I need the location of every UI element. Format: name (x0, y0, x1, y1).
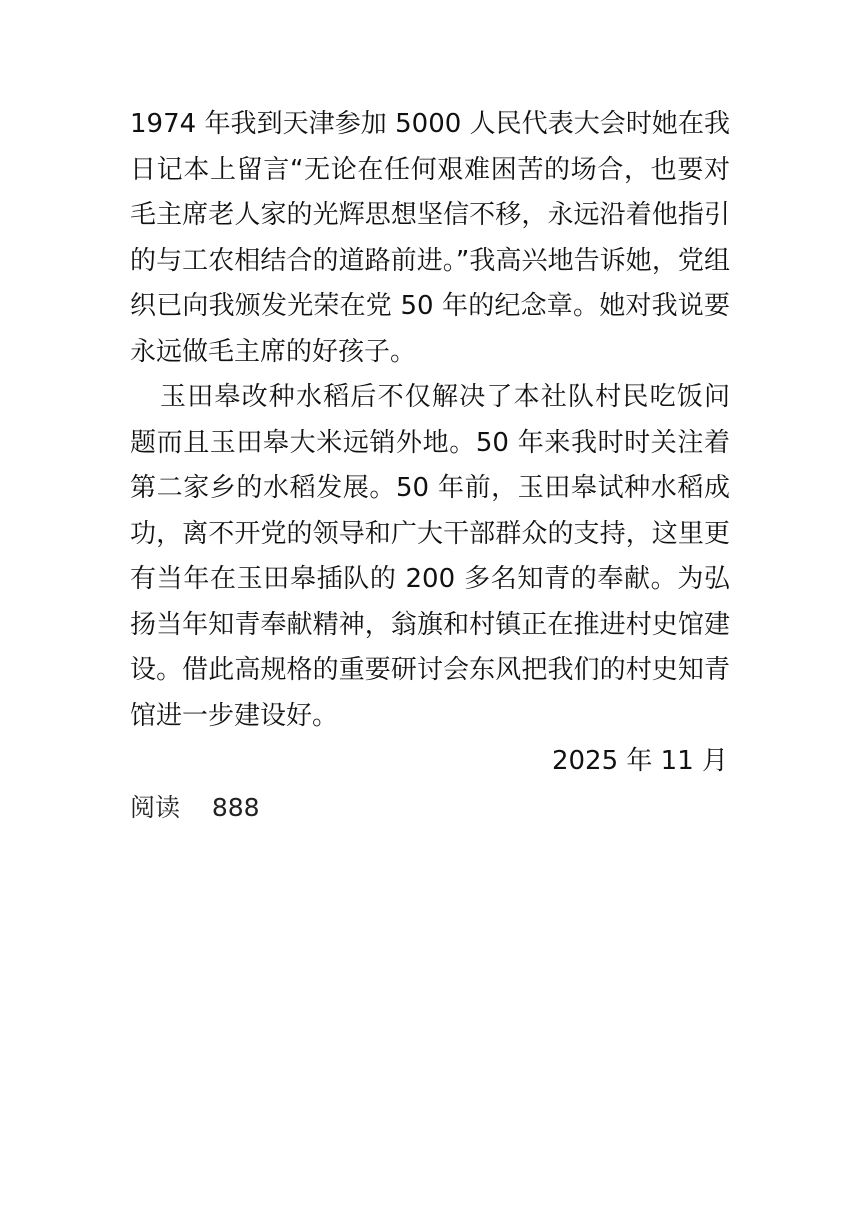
read-label: 阅读 (130, 792, 181, 822)
read-count: 888 (211, 792, 260, 822)
article-date: 2025 年 11 月 (551, 746, 728, 776)
article-paragraph-2: 玉田皋改种水稻后不仅解决了本社队村民吃饭问题而且玉田皋大米远销外地。50 年来我时时关注着第二家乡的水稻发展。50 年前，玉田皋试种水稻成功，离不开党的领导和广大干部群众的支持，这里更有当年在玉田皋插队的 200 多名知青的奉献。为弘扬当年知青奉献精神，翁旗和村镇正在推进村史馆建设。借此高规格的重要研讨会东风把我们的村史知青馆进一步建设好。 (130, 382, 730, 731)
article-paragraph-1: 1974 年我到天津参加 5000 人民代表大会时她在我日记本上留言“无论在任何艰难困苦的场合，也要对毛主席老人家的光辉思想坚信不移，永远沿着他指引的与工农相结合的道路前进。”我高兴地告诉她，党组织已向我颁发光荣在党 50 年的纪念章。她对我说要永远做毛主席的好孩子。 (130, 109, 730, 367)
article-body (130, 102, 730, 830)
read-count-line (130, 785, 730, 831)
read-spacer (180, 793, 212, 822)
